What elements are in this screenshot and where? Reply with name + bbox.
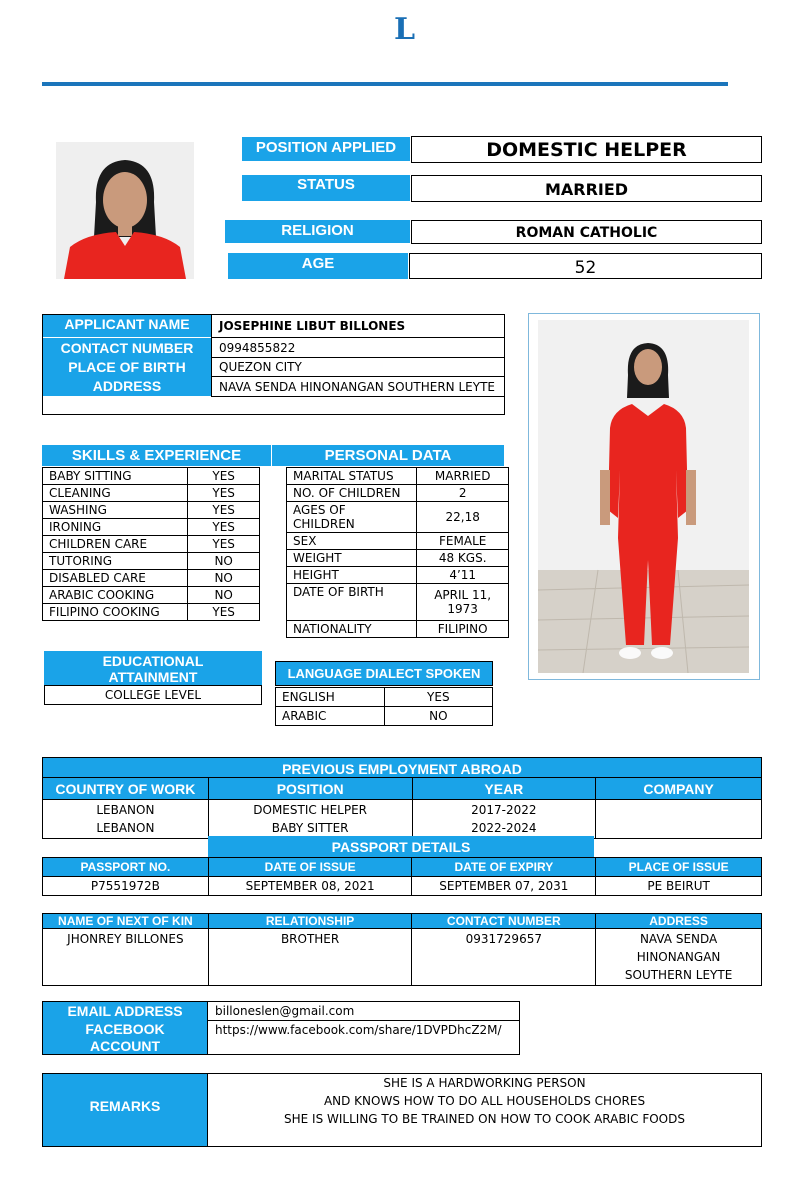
applicant-name-value: JOSEPHINE LIBUT BILLONES [211,315,504,338]
column-header: CONTACT NUMBER [412,914,596,929]
table-row [43,929,762,986]
personal-label: SEX [287,533,417,550]
table-row [287,485,509,502]
table-row [43,468,260,485]
table-row [43,519,260,536]
personal-value: 48 KGS. [417,550,509,567]
employment-table [42,777,762,839]
employment-position: DOMESTIC HELPER BABY SITTER [208,800,412,839]
table-row [287,567,509,584]
table-header-row [43,914,762,929]
column-header: YEAR [412,778,596,800]
place-of-birth-value: QUEZON CITY [211,358,504,377]
skill-name: DISABLED CARE [43,570,188,587]
table-row [287,584,509,621]
remarks-text: SHE IS A HARDWORKING PERSON AND KNOWS HOW TO DO ALL HOUSEHOLDS CHORES SHE IS WILLING TO BE TRAINED ON HOW TO COOK ARABIC FOODS [207,1074,761,1146]
language-dialect-header: LANGUAGE DIALECT SPOKEN [275,661,493,686]
country-of-work: LEBANON LEBANON [43,800,209,839]
skill-value: YES [188,536,260,553]
personal-label: NO. OF CHILDREN [287,485,417,502]
personal-value: APRIL 11, 1973 [417,584,509,621]
personal-value: FEMALE [417,533,509,550]
skill-name: CHILDREN CARE [43,536,188,553]
facebook-account-value: https://www.facebook.com/share/1DVPDhcZ2M/ [207,1021,519,1054]
skill-name: TUTORING [43,553,188,570]
personal-value: MARRIED [417,468,509,485]
passport-date-of-issue: SEPTEMBER 08, 2021 [208,877,412,896]
contact-number-label: CONTACT NUMBER [43,338,211,358]
skill-value: NO [188,570,260,587]
employment-company [596,800,762,839]
address-label: ADDRESS [43,377,211,396]
table-row [43,587,260,604]
table-row [276,688,493,707]
email-address-label: EMAIL ADDRESS [43,1002,207,1021]
personal-value: 22,18 [417,502,509,533]
table-header-row [43,858,762,877]
personal-label: DATE OF BIRTH [287,584,417,621]
skill-name: FILIPINO COOKING [43,604,188,621]
skill-value: NO [188,553,260,570]
skill-name: CLEANING [43,485,188,502]
passport-details-header: PASSPORT DETAILS [208,836,594,857]
kin-contact-number: 0931729657 [412,929,596,986]
personal-label: HEIGHT [287,567,417,584]
language-name: ARABIC [276,707,385,726]
kin-address: NAVA SENDA HINONANGAN SOUTHERN LEYTE [596,929,762,986]
table-row [287,621,509,638]
skill-name: IRONING [43,519,188,536]
table-row [276,707,493,726]
table-row [43,485,260,502]
skills-experience-header: SKILLS & EXPERIENCE [42,445,271,466]
column-header: PLACE OF ISSUE [596,858,762,877]
remarks-label: REMARKS [43,1074,207,1146]
status-label: STATUS [242,175,410,201]
headshot-photo [56,142,194,279]
header-rule [42,82,728,86]
passport-place-of-issue: PE BEIRUT [596,877,762,896]
facebook-account-label: FACEBOOK ACCOUNT [43,1021,207,1054]
table-row [43,536,260,553]
passport-table [42,857,762,896]
educational-attainment-value: COLLEGE LEVEL [44,685,262,705]
kin-name: JHONREY BILLONES [43,929,209,986]
personal-label: AGES OF CHILDREN [287,502,417,533]
personal-value: 2 [417,485,509,502]
previous-employment-header: PREVIOUS EMPLOYMENT ABROAD [42,757,762,777]
skill-name: ARABIC COOKING [43,587,188,604]
logo: L [393,12,416,47]
skill-name: BABY SITTING [43,468,188,485]
table-row [43,604,260,621]
passport-number: P7551972B [43,877,209,896]
table-row [287,533,509,550]
column-header: DATE OF ISSUE [208,858,412,877]
table-row [287,502,509,533]
status-value: MARRIED [411,175,762,202]
educational-attainment-header: EDUCATIONAL ATTAINMENT [44,651,262,685]
skill-value: YES [188,485,260,502]
language-name: ENGLISH [276,688,385,707]
language-table [275,687,493,726]
position-applied-label: POSITION APPLIED [242,137,410,161]
personal-value: 4’11 [417,567,509,584]
table-row [43,800,762,839]
skill-value: YES [188,502,260,519]
email-address-value: billoneslen@gmail.com [207,1002,519,1021]
personal-label: WEIGHT [287,550,417,567]
column-header: COMPANY [596,778,762,800]
personal-label: NATIONALITY [287,621,417,638]
personal-data-table [286,467,509,638]
skill-value: NO [188,587,260,604]
column-header: ADDRESS [596,914,762,929]
table-row [43,570,260,587]
kin-relationship: BROTHER [208,929,412,986]
personal-value: FILIPINO [417,621,509,638]
personal-label: MARITAL STATUS [287,468,417,485]
skill-value: YES [188,604,260,621]
personal-data-header: PERSONAL DATA [272,445,504,466]
skills-table [42,467,260,621]
table-header-row [43,778,762,800]
column-header: POSITION [208,778,412,800]
language-value: YES [384,688,492,707]
passport-date-of-expiry: SEPTEMBER 07, 2031 [412,877,596,896]
address-value: NAVA SENDA HINONANGAN SOUTHERN LEYTE [211,377,504,397]
table-row [43,877,762,896]
religion-value: ROMAN CATHOLIC [411,220,762,244]
column-header: RELATIONSHIP [208,914,412,929]
position-applied-value: DOMESTIC HELPER [411,136,762,163]
column-header: NAME OF NEXT OF KIN [43,914,209,929]
table-row [287,468,509,485]
place-of-birth-label: PLACE OF BIRTH [43,358,211,377]
column-header: PASSPORT NO. [43,858,209,877]
contact-number-value: 0994855822 [211,338,504,358]
skill-value: YES [188,519,260,536]
table-row [287,550,509,567]
column-header: DATE OF EXPIRY [412,858,596,877]
table-row [43,553,260,570]
table-row [43,502,260,519]
next-of-kin-table [42,913,762,986]
applicant-name-label: APPLICANT NAME [43,315,211,337]
religion-label: RELIGION [225,220,410,243]
full-body-photo [538,320,749,673]
skill-name: WASHING [43,502,188,519]
language-value: NO [384,707,492,726]
employment-year: 2017-2022 2022-2024 [412,800,596,839]
age-value: 52 [409,253,762,279]
age-label: AGE [228,253,408,279]
skill-value: YES [188,468,260,485]
column-header: COUNTRY OF WORK [43,778,209,800]
